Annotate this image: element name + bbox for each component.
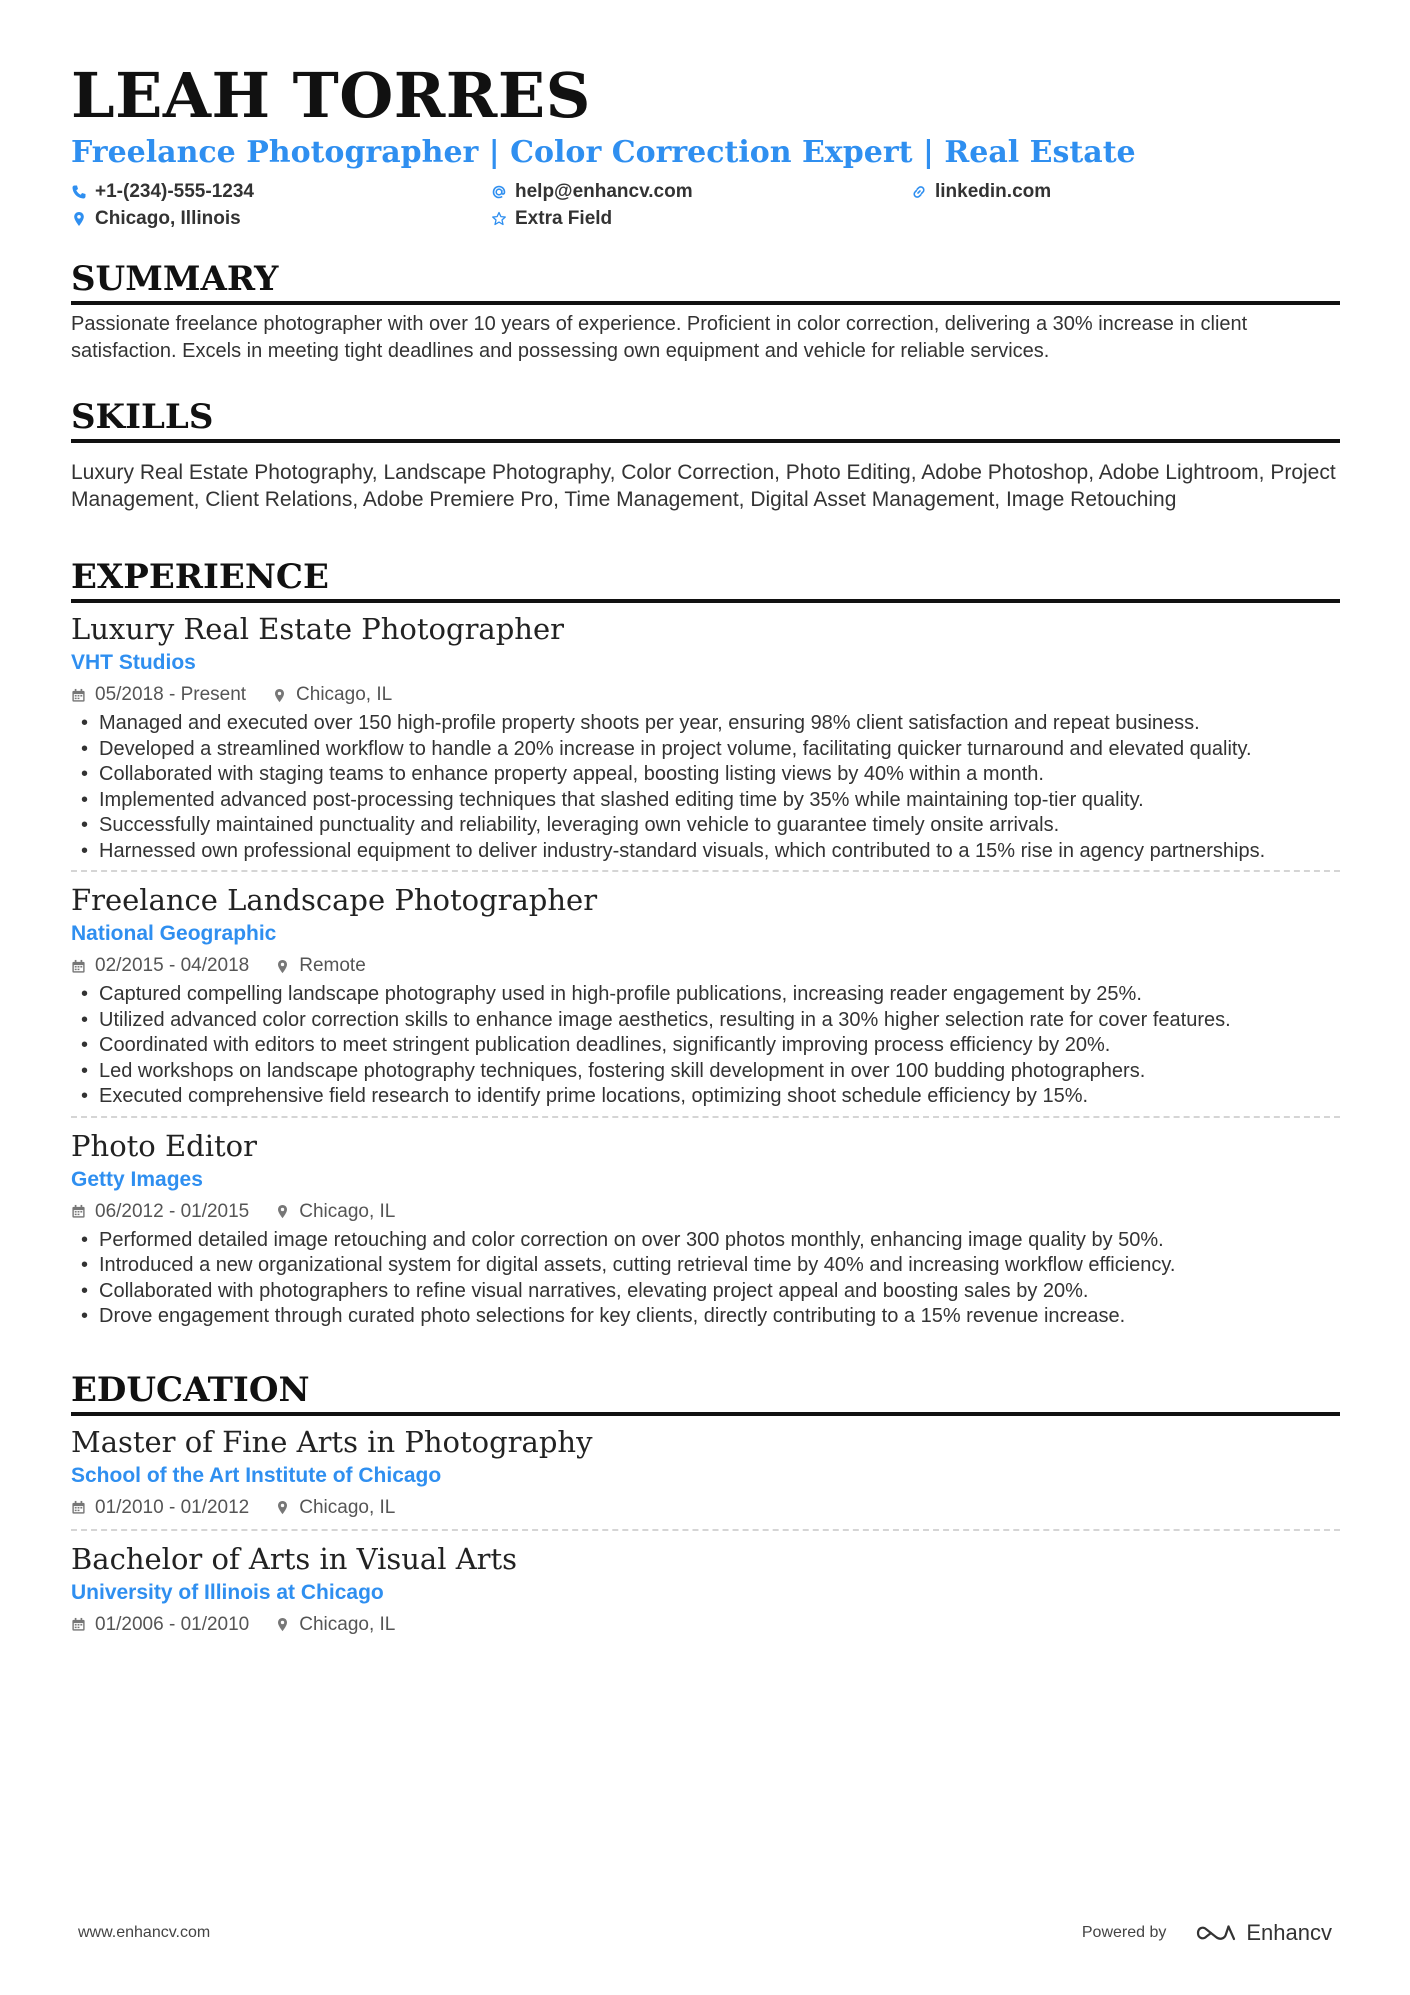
degree-title: Bachelor of Arts in Visual Arts bbox=[71, 1541, 518, 1576]
contact-location bbox=[71, 205, 491, 232]
skills-title: SKILLS bbox=[71, 397, 1340, 443]
list-item: • Coordinated with editors to meet stringent publication deadlines, significantly improving process efficiency by 20%. bbox=[71, 1033, 1340, 1059]
link-icon bbox=[911, 184, 927, 200]
job-bullets bbox=[71, 711, 1340, 864]
location-pin-icon bbox=[275, 1204, 290, 1219]
list-item: • Harnessed own professional equipment to deliver industry-standard visuals, which contributed to a 15% rise in agency partnerships. bbox=[71, 839, 1340, 865]
headline: Freelance Photographer | Color Correction Expert | Real Estate bbox=[71, 135, 1136, 170]
job-location: Remote bbox=[299, 955, 366, 976]
job-title: Freelance Landscape Photographer bbox=[71, 883, 598, 917]
summary-text: Passionate freelance photographer with over 10 years of experience. Proficient in color correction, delivering a 30% increase in client satisfaction. Excels in meeting tight deadlines and possessing own equipment and vehicle for reliable services. bbox=[71, 313, 1248, 362]
contact-email[interactable] bbox=[491, 178, 911, 205]
company-name[interactable]: Getty Images bbox=[71, 1167, 203, 1191]
star-icon bbox=[491, 211, 507, 227]
calendar-icon bbox=[71, 1500, 86, 1515]
page-footer bbox=[78, 1920, 1332, 1946]
list-item: • Executed comprehensive field research to identify prime locations, optimizing shoot schedule efficiency by 15%. bbox=[71, 1084, 1340, 1110]
degree-title: Master of Fine Arts in Photography bbox=[71, 1424, 593, 1459]
calendar-icon bbox=[71, 959, 86, 974]
extra-text: Extra Field bbox=[515, 207, 613, 229]
job-dates: 06/2012 - 01/2015 bbox=[95, 1200, 250, 1222]
enhancv-logo-icon bbox=[1194, 1922, 1238, 1944]
experience-entry bbox=[71, 882, 1340, 1118]
job-meta bbox=[71, 680, 1340, 710]
calendar-icon bbox=[71, 688, 86, 703]
education-entry bbox=[71, 1541, 1340, 1646]
job-dates: 02/2015 - 04/2018 bbox=[95, 955, 250, 976]
calendar-icon bbox=[71, 1617, 86, 1632]
list-item: • Developed a streamlined workflow to handle a 20% increase in project volume, facilitating quicker turnaround and elevated quality. bbox=[71, 737, 1340, 763]
experience-entry bbox=[71, 1128, 1340, 1336]
education-location: Chicago, IL bbox=[299, 1496, 396, 1518]
location-pin-icon bbox=[275, 1617, 290, 1632]
at-icon bbox=[491, 184, 507, 200]
job-meta bbox=[71, 951, 1340, 981]
contact-linkedin[interactable] bbox=[911, 178, 1331, 205]
list-item: • Successfully maintained punctuality and reliability, leveraging own vehicle to guarantee timely onsite arrivals. bbox=[71, 813, 1340, 839]
company-name[interactable]: VHT Studios bbox=[71, 651, 196, 674]
footer-website[interactable]: www.enhancv.com bbox=[78, 1924, 211, 1941]
location-pin-icon bbox=[275, 1500, 290, 1515]
summary-section bbox=[71, 259, 1340, 365]
contact-info bbox=[71, 178, 1340, 232]
list-item: • Collaborated with photographers to refine visual narratives, elevating project appeal and boosting sales by 20%. bbox=[71, 1279, 1340, 1305]
list-item: • Implemented advanced post-processing techniques that slashed editing time by 35% while maintaining top-tier quality. bbox=[71, 788, 1340, 814]
company-name[interactable]: National Geographic bbox=[71, 922, 277, 945]
list-item: • Drove engagement through curated photo selections for key clients, directly contributing to a 15% revenue increase. bbox=[71, 1304, 1340, 1330]
powered-by bbox=[1082, 1920, 1332, 1946]
job-title: Photo Editor bbox=[71, 1128, 257, 1163]
education-section bbox=[71, 1370, 1340, 1646]
school-name[interactable]: University of Illinois at Chicago bbox=[71, 1580, 384, 1604]
brand-logo[interactable] bbox=[1194, 1920, 1332, 1946]
school-name[interactable]: School of the Art Institute of Chicago bbox=[71, 1463, 442, 1487]
candidate-name: LEAH TORRES bbox=[71, 59, 591, 132]
education-dates: 01/2006 - 01/2010 bbox=[95, 1613, 250, 1635]
summary-title: SUMMARY bbox=[71, 259, 1340, 305]
list-item: • Led workshops on landscape photography techniques, fostering skill development in over 100 budding photographers. bbox=[71, 1059, 1340, 1085]
job-bullets bbox=[71, 982, 1340, 1110]
location-text: Chicago, Illinois bbox=[95, 207, 241, 229]
powered-by-label: Powered by bbox=[1081, 1924, 1167, 1941]
experience-title: EXPERIENCE bbox=[71, 557, 1340, 603]
phone-text: +1-(234)-555-1234 bbox=[95, 180, 254, 202]
job-title: Luxury Real Estate Photographer bbox=[71, 612, 564, 646]
linkedin-text: linkedin.com bbox=[935, 180, 1052, 202]
skills-section bbox=[71, 397, 1340, 513]
list-item: • Captured compelling landscape photography used in high-profile publications, increasing reader engagement by 25%. bbox=[71, 982, 1340, 1008]
contact-extra bbox=[491, 205, 911, 232]
skills-text: Luxury Real Estate Photography, Landscape Photography, Color Correction, Photo Editing, Adobe Photoshop, Adobe Lightroom, Project Management, Client Relations, Adobe Premiere Pro, Time Management, Digital Asset Management, Image Retouching bbox=[71, 461, 1336, 511]
education-meta bbox=[71, 1493, 1340, 1523]
email-text: help@enhancv.com bbox=[515, 180, 693, 202]
education-dates: 01/2010 - 01/2012 bbox=[95, 1496, 250, 1518]
list-item: • Collaborated with staging teams to enhance property appeal, boosting listing views by 40% within a month. bbox=[71, 762, 1340, 788]
phone-icon bbox=[71, 184, 87, 200]
calendar-icon bbox=[71, 1204, 86, 1219]
education-entry bbox=[71, 1424, 1340, 1531]
list-item: • Managed and executed over 150 high-profile property shoots per year, ensuring 98% client satisfaction and repeat business. bbox=[71, 711, 1340, 737]
job-dates: 05/2018 - Present bbox=[95, 684, 247, 705]
contact-phone[interactable] bbox=[71, 178, 491, 205]
location-pin-icon bbox=[272, 688, 287, 703]
experience-entry bbox=[71, 611, 1340, 872]
job-location: Chicago, IL bbox=[296, 684, 393, 705]
experience-section bbox=[71, 557, 1340, 1336]
education-meta bbox=[71, 1610, 1340, 1640]
job-location: Chicago, IL bbox=[299, 1200, 396, 1222]
location-pin-icon bbox=[275, 959, 290, 974]
education-title: EDUCATION bbox=[71, 1370, 1340, 1416]
education-location: Chicago, IL bbox=[299, 1613, 396, 1635]
location-pin-icon bbox=[71, 211, 87, 227]
list-item: • Utilized advanced color correction skills to enhance image aesthetics, resulting in a 30% higher selection rate for cover features. bbox=[71, 1008, 1340, 1034]
list-item: • Introduced a new organizational system for digital assets, cutting retrieval time by 40% and increasing workflow efficiency. bbox=[71, 1253, 1340, 1279]
list-item: • Performed detailed image retouching and color correction on over 300 photos monthly, enhancing image quality by 50%. bbox=[71, 1228, 1340, 1254]
brand-name: Enhancv bbox=[1246, 1920, 1332, 1945]
job-meta bbox=[71, 1197, 1340, 1227]
job-bullets bbox=[71, 1228, 1340, 1330]
